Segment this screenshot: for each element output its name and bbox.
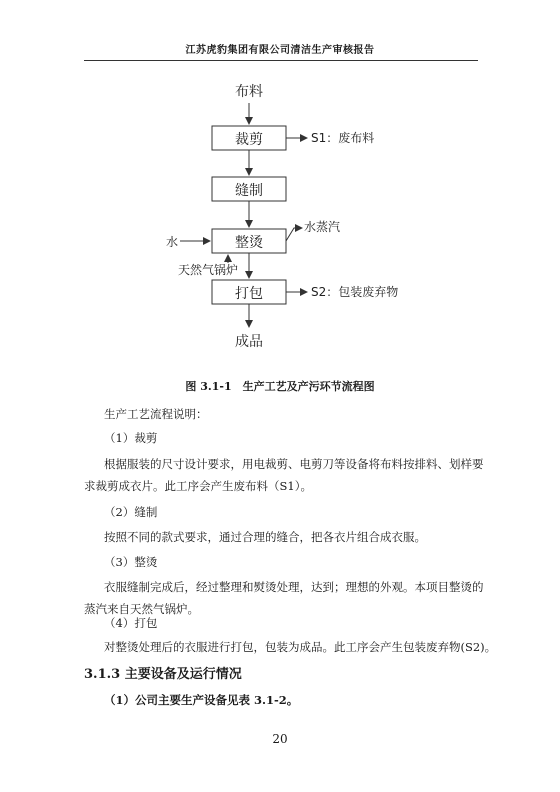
input-boiler-label: 天然气锅炉: [178, 263, 239, 277]
process-intro: 生产工艺流程说明：: [104, 407, 208, 421]
output-steam-label: 水蒸汽: [304, 220, 341, 234]
section-heading: 3.1.3 主要设备及运行情况: [84, 667, 242, 682]
page-number: 20: [272, 732, 288, 746]
step-text-cutting-line-2: 求裁剪成衣片。此工序会产生废布料（S1）。: [84, 479, 312, 493]
step-text-ironing-line-2: 蒸汽来自天然气锅炉。: [84, 602, 199, 616]
step-label-ironing: 整烫: [235, 235, 263, 251]
step-label-packing: 打包: [235, 286, 263, 302]
step-heading-sewing: （2）缝制: [104, 505, 158, 519]
step-text-ironing-line-1: 衣服缝制完成后，经过整理和熨烫处理，达到；理想的外观。本项目整烫的: [104, 580, 484, 594]
output-s1-label: S1：废布料: [311, 131, 375, 145]
step-text-ironing: [84, 578, 488, 618]
step-heading-cutting: （1）裁剪: [104, 431, 158, 445]
step-text-sewing: 按照不同的款式要求，通过合理的缝合，把各衣片组合成衣服。: [104, 530, 426, 544]
input-water-label: 水: [166, 235, 179, 249]
page-header: 江苏虎豹集团有限公司清洁生产审核报告: [185, 45, 375, 56]
step-text-cutting-line-1: 根据服装的尺寸设计要求，用电裁剪、电剪刀等设备将布料按排料、划样要: [104, 457, 484, 471]
step-text-packing: 对整烫处理后的衣服进行打包，包装为成品。此工序会产生包装废弃物(S2)。: [104, 640, 497, 654]
flow-end-label: 成品: [235, 334, 263, 350]
step-text-cutting: [84, 455, 488, 495]
step-heading-packing: （4）打包: [104, 616, 158, 630]
section-subheading: （1）公司主要生产设备见表 3.1-2。: [104, 693, 299, 707]
step-label-cutting: 裁剪: [235, 132, 263, 148]
process-flowchart: [0, 0, 560, 372]
flow-start-label: 布料: [235, 84, 263, 100]
figure-caption: 图 3.1-1 生产工艺及产污环节流程图: [185, 380, 375, 393]
arrow-iron-to-steam: [286, 228, 302, 241]
step-heading-ironing: （3）整烫: [104, 555, 158, 569]
step-label-sewing: 缝制: [235, 183, 263, 199]
output-s2-label: S2：包装废弃物: [311, 285, 399, 299]
